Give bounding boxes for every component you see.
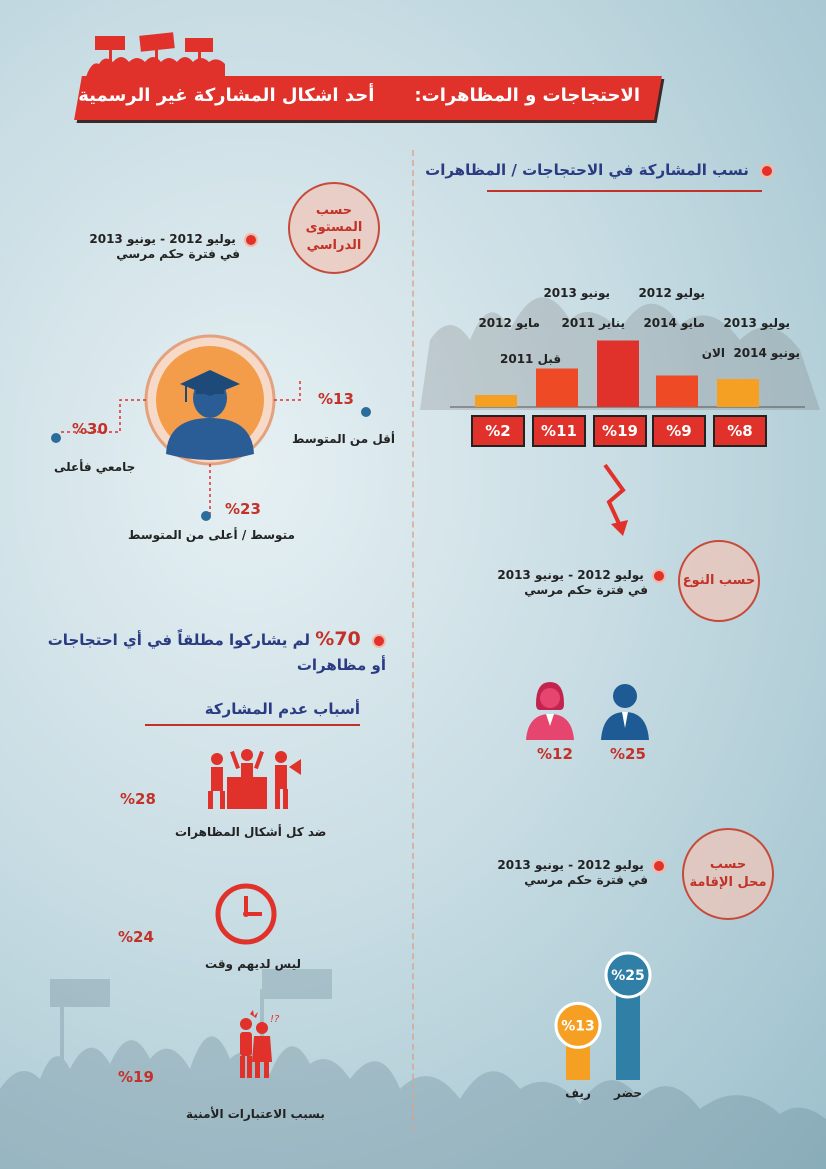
education-period-caption: في فترة حكم مرسي: [116, 246, 240, 261]
center-divider: [412, 150, 414, 1130]
reason-2-percent: %24: [118, 928, 154, 946]
rural-percent: %13: [561, 1018, 595, 1035]
urban-label: حضر: [614, 1086, 642, 1100]
protest-group-icon: [205, 745, 305, 810]
security-concern-icon: [226, 1010, 286, 1080]
participation-percent-box-2: %11: [532, 415, 586, 447]
period-label-3b: يونيو 2013: [543, 286, 610, 300]
residence-period-start: يوليو 2012: [577, 858, 644, 872]
education-tag-line2: المستوى: [305, 220, 363, 236]
education-tag-line1: حسب: [315, 202, 353, 218]
participation-section-title: نسب المشاركة في الاحتجاجات / المظاهرات: [425, 161, 749, 179]
reason-1-percent: %28: [120, 790, 156, 808]
participation-bar-2: [536, 369, 578, 408]
header-title-part2: أحد اشكال المشاركة غير الرسمية: [78, 85, 375, 106]
period-label-4a: يوليو 2013: [723, 316, 790, 330]
clock-icon: [214, 882, 278, 946]
gender-tag-label: حسب النوع: [682, 573, 756, 589]
reason-1-label: ضد كل أشكال المظاهرات: [175, 825, 327, 839]
header-title: [78, 85, 640, 106]
no-participation-text-line2: أو مظاهرات: [296, 655, 386, 674]
svg-text:!?: !?: [270, 1014, 280, 1025]
below-average-label: أقل من المتوسط: [292, 432, 396, 446]
male-percent: %25: [610, 745, 646, 763]
gender-period-start: يوليو 2012: [577, 568, 644, 582]
participation-percent-box-4: %9: [652, 415, 706, 447]
period-label-1: قبل 2011: [500, 352, 562, 366]
no-participation-percent: %70: [315, 628, 361, 650]
intermediate-label: متوسط / أعلى من المتوسط: [128, 528, 295, 542]
participation-bar-1: [475, 395, 517, 407]
no-participation-block: [26, 625, 386, 676]
residence-bar-chart: [530, 950, 680, 1110]
reason-3-label: بسبب الاعتبارات الأمنية: [186, 1107, 325, 1121]
residence-period-end: يونيو 2013: [497, 858, 564, 872]
bullet-icon: [652, 569, 666, 583]
participation-percent-box-1: %2: [471, 415, 525, 447]
education-tag: [288, 182, 380, 274]
residence-period-caption: في فترة حكم مرسي: [524, 872, 648, 887]
title-underline: [487, 190, 762, 192]
education-period-start: يوليو 2012: [169, 232, 236, 246]
intermediate-percent: %23: [225, 500, 261, 518]
period-label-2a: يناير 2011: [561, 316, 625, 330]
no-participation-text-line1: لم يشاركوا مطلقاً في أي احتجاجات: [47, 631, 311, 649]
bullet-icon: [372, 634, 386, 648]
below-average-percent: %13: [318, 390, 354, 408]
gender-tag: [678, 540, 760, 622]
university-label: جامعي فأعلى: [54, 460, 136, 474]
participation-section-heading: [425, 160, 774, 179]
gender-period: يوليو 2012 - يونيو 2013 في فترة حكم مرسي: [497, 568, 666, 597]
education-period: يوليو 2012 - يونيو 2013 في فترة حكم مرسي: [89, 232, 258, 261]
period-label-2b: مايو 2012: [478, 316, 540, 330]
bullet-icon: [760, 164, 774, 178]
gender-period-end: يونيو 2013: [497, 568, 564, 582]
participation-bar-5: [717, 379, 759, 407]
urban-percent: %25: [611, 968, 645, 984]
bullet-icon: [652, 859, 666, 873]
reason-2-label: ليس لديهم وقت: [205, 957, 302, 971]
female-icon: [520, 680, 580, 740]
header-banner: [78, 76, 658, 120]
participation-bar-3: [597, 341, 639, 408]
residence-tag-line2: محل الإقامة: [689, 875, 767, 890]
header-title-part1: الاحتجاجات و المظاهرات:: [414, 85, 640, 106]
participation-percent-box-3: %19: [593, 415, 647, 447]
university-percent: %30: [72, 420, 108, 438]
participation-percent-box-5: %8: [713, 415, 767, 447]
reasons-underline: [145, 724, 360, 726]
residence-tag-line1: حسب: [709, 857, 747, 873]
education-tag-line3: الدراسي: [306, 237, 362, 253]
female-percent: %12: [537, 745, 573, 763]
residence-period: يوليو 2012 - يونيو 2013 في فترة حكم مرسي: [497, 858, 666, 887]
residence-tag: [682, 828, 774, 920]
bullet-icon: [244, 233, 258, 247]
reason-3-percent: %19: [118, 1068, 154, 1086]
education-period-end: يونيو 2013: [89, 232, 156, 246]
reasons-title: أسباب عدم المشاركة: [204, 700, 360, 718]
period-label-5b: الان: [701, 346, 725, 360]
period-label-3a: يوليو 2012: [638, 286, 705, 300]
rural-label: ريف: [565, 1086, 591, 1100]
male-icon: [595, 680, 655, 740]
period-label-5a: يونيو 2014: [733, 346, 800, 360]
participation-bar-4: [656, 376, 698, 408]
period-label-4b: مايو 2014: [643, 316, 705, 330]
gender-period-caption: في فترة حكم مرسي: [524, 582, 648, 597]
protest-crowd-icon: [85, 32, 225, 80]
zigzag-arrow-icon: [595, 460, 635, 540]
